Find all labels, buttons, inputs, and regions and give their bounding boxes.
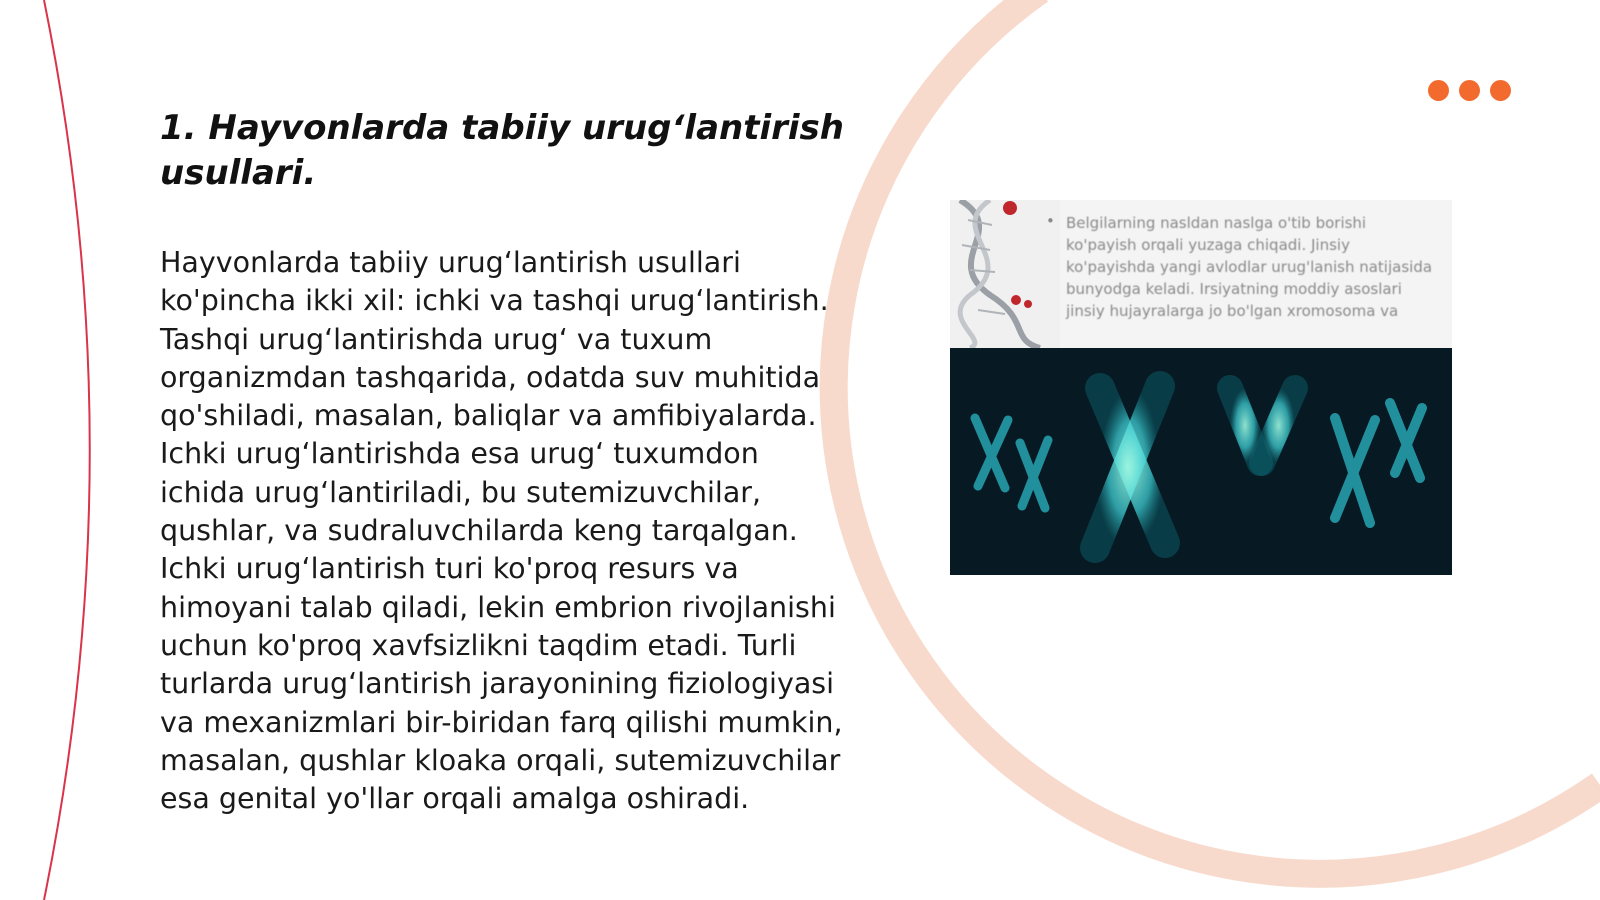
xy-chromosomes-image xyxy=(950,348,1452,575)
dot-icon xyxy=(1490,80,1511,101)
bullet-icon: • xyxy=(1046,212,1055,230)
slide-title: 1. Hayvonlarda tabiiy urug‘lantirish usullari. xyxy=(160,108,844,193)
figure-caption-text: Belgilarning nasldan naslga o'tib borishi ko'payish orqali yuzaga chiqadi. Jinsiy ko'payishda yangi avlodlar urug'lanish natijasida bunyodga keladi. Irsiyatning moddiy asoslari jinsiy hujayralarga jo bo'lgan xromosoma va xyxy=(1066,214,1433,320)
figure-top-panel xyxy=(950,200,1452,348)
left-curve-line xyxy=(44,0,90,900)
menu-dots[interactable] xyxy=(1428,80,1511,101)
dot-icon xyxy=(1428,80,1449,101)
slide-figure xyxy=(950,200,1452,575)
dna-helix-icon xyxy=(950,200,1060,348)
slide-body-text: Hayvonlarda tabiiy urug‘lantirish usullari ko'pincha ikki xil: ichki va tashqi urug‘lantirish. Tashqi urug‘lantirishda urug‘ va tuxum organizmdan tashqarida, odatda suv muhitida qo'shiladi, masalan, baliqlar va amfibiyalarda. Ichki urug‘lantirishda esa urug‘ tuxumdon ichida urug‘lantiriladi, bu sutemizuvchilar, qushlar, va sudraluvchilarda keng tarqalgan. Ichki urug‘lantirish turi ko'proq resurs va himoyani talab qiladi, lekin embrion rivojlanishi uchun ko'proq xavfsizlikni taqdim etadi. Turli turlarda urug‘lantirish jarayonining fiziologiyasi va mexanizmlari bir-biridan farq qilishi mumkin, masalan, qushlar kloaka orqali, sutemizuvchilar esa genital yo'llar orqali amalga oshiradi. xyxy=(160,246,843,816)
dot-icon xyxy=(1459,80,1480,101)
